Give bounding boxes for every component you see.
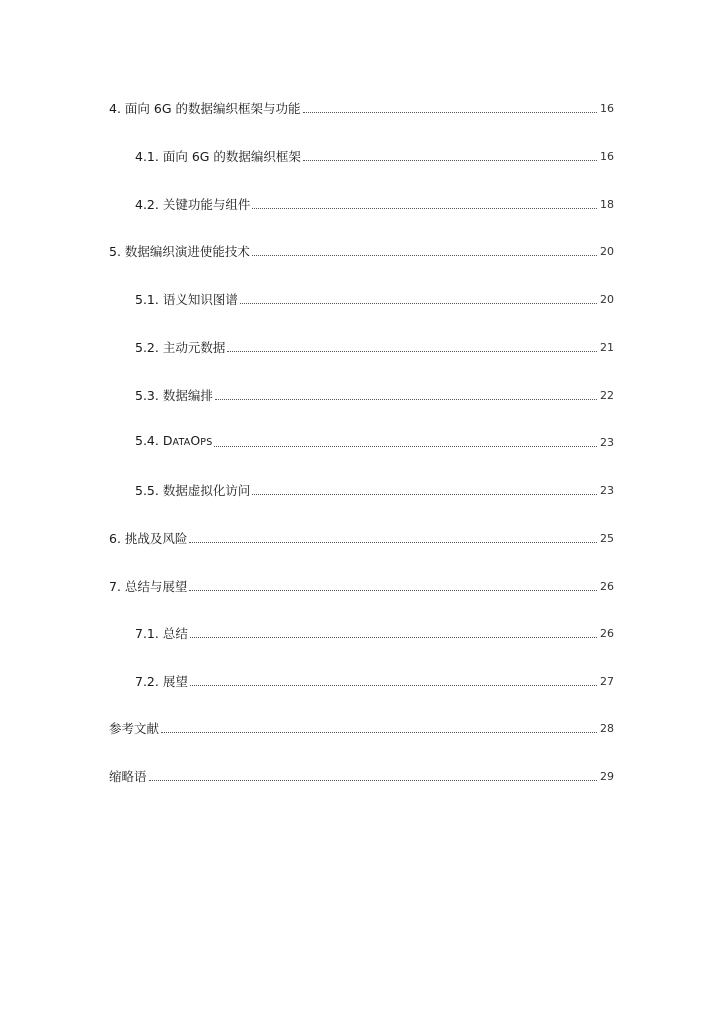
toc-dot-leader: [303, 112, 597, 113]
toc-entry-5-1[interactable]: [135, 288, 614, 308]
toc-entry-text: 数据编织演进使能技术: [124, 244, 250, 259]
toc-page-number: 26: [600, 627, 614, 640]
toc-entry-number: 6.: [109, 531, 121, 546]
toc-page-number: 16: [600, 102, 614, 115]
toc-entry-4-2[interactable]: [135, 193, 614, 213]
toc-dot-leader: [240, 303, 597, 304]
toc-entry-title: [135, 197, 250, 213]
toc-entry-title: [135, 674, 188, 690]
toc-dot-leader: [214, 446, 597, 447]
toc-entry-text: 面向 6G 的数据编织框架: [162, 149, 301, 164]
toc-page-number: 23: [600, 484, 614, 497]
toc-entry-5-5[interactable]: [135, 479, 614, 499]
toc-dot-leader: [189, 542, 597, 543]
toc-entry-text-small-caps: ATA: [172, 437, 191, 448]
toc-entry-5-4[interactable]: [135, 431, 614, 451]
toc-entry-title: [109, 721, 159, 737]
toc-entry-text: 总结与展望: [124, 579, 188, 594]
toc-entry-title: [109, 531, 187, 547]
toc-dot-leader: [190, 637, 597, 638]
toc-dot-leader: [189, 590, 597, 591]
toc-page-number: 28: [600, 722, 614, 735]
toc-page-number: 20: [600, 293, 614, 306]
toc-page-number: 29: [600, 770, 614, 783]
toc-page-number: 26: [600, 580, 614, 593]
toc-entry-text: 总结: [162, 626, 188, 641]
toc-dot-leader: [149, 780, 597, 781]
toc-entry-7[interactable]: [109, 575, 614, 595]
toc-entry-title: [135, 483, 250, 499]
toc-entry-number: 5.: [109, 244, 121, 259]
toc-page-number: 16: [600, 150, 614, 163]
toc-entry-title: [135, 292, 238, 308]
toc-entry-7-1[interactable]: [135, 622, 614, 642]
toc-entry-number: 5.5.: [135, 483, 159, 498]
toc-entry-text: 关键功能与组件: [162, 197, 251, 212]
toc-entry-7-2[interactable]: [135, 670, 614, 690]
toc-entry-title: [135, 626, 188, 642]
toc-entry-5-3[interactable]: [135, 384, 614, 404]
toc-entry-text-cap: O: [190, 433, 201, 448]
toc-entry-5-2[interactable]: [135, 336, 614, 356]
toc-dot-leader: [227, 351, 597, 352]
toc-entry-text: 缩略语: [109, 769, 147, 784]
toc-dot-leader: [303, 160, 597, 161]
toc-page-number: 18: [600, 198, 614, 211]
toc-entry-4[interactable]: [109, 97, 614, 117]
toc-entry-title: [109, 579, 187, 595]
toc-entry-number: 4.: [109, 101, 121, 116]
toc-entry-text: 主动元数据: [162, 340, 226, 355]
toc-entry-5[interactable]: [109, 240, 614, 260]
toc-page-number: 25: [600, 532, 614, 545]
toc-dot-leader: [215, 399, 597, 400]
toc-entry-number: 5.4.: [135, 433, 159, 448]
toc-page-number: 22: [600, 389, 614, 402]
toc-entry-number: 5.2.: [135, 340, 159, 355]
toc-entry-text: 挑战及风险: [124, 531, 188, 546]
toc-entry-text: 参考文献: [109, 721, 160, 736]
toc-entry-6[interactable]: [109, 527, 614, 547]
toc-dot-leader: [252, 208, 597, 209]
toc-entry-number: 7.: [109, 579, 121, 594]
toc-entry-title: [135, 388, 213, 404]
toc-dot-leader: [190, 685, 597, 686]
toc-entry-text-small-caps: PS: [200, 437, 213, 448]
toc-entry-title: [135, 433, 212, 451]
toc-entry-number: 7.1.: [135, 626, 159, 641]
toc-entry-title: [109, 101, 301, 117]
toc-page-number: 20: [600, 245, 614, 258]
toc-page-number: 23: [600, 436, 614, 449]
toc-entry-text: 数据虚拟化访问: [162, 483, 251, 498]
toc-entry-title: [135, 340, 225, 356]
toc-entry-number: 5.1.: [135, 292, 159, 307]
toc-entry-text: 语义知识图谱: [162, 292, 238, 307]
toc-entry-text-cap: D: [162, 433, 173, 448]
toc-entry-number: 4.1.: [135, 149, 159, 164]
toc-entry-text: [163, 433, 213, 448]
toc-entry-text: 数据编排: [162, 388, 213, 403]
toc-entry-title: [109, 769, 147, 785]
toc-page-number: 27: [600, 675, 614, 688]
toc-entry-title: [135, 149, 301, 165]
toc-entry-abbreviations[interactable]: [109, 765, 614, 785]
toc-entry-number: 4.2.: [135, 197, 159, 212]
toc-entry-references[interactable]: [109, 717, 614, 737]
toc-dot-leader: [252, 494, 597, 495]
toc-page-number: 21: [600, 341, 614, 354]
toc-entry-title: [109, 244, 250, 260]
toc-entry-number: 5.3.: [135, 388, 159, 403]
toc-entry-4-1[interactable]: [135, 145, 614, 165]
toc-entry-text: 展望: [162, 674, 188, 689]
toc-entry-number: 7.2.: [135, 674, 159, 689]
toc-entry-text: 面向 6G 的数据编织框架与功能: [124, 101, 301, 116]
toc-dot-leader: [161, 732, 597, 733]
toc-dot-leader: [252, 255, 597, 256]
